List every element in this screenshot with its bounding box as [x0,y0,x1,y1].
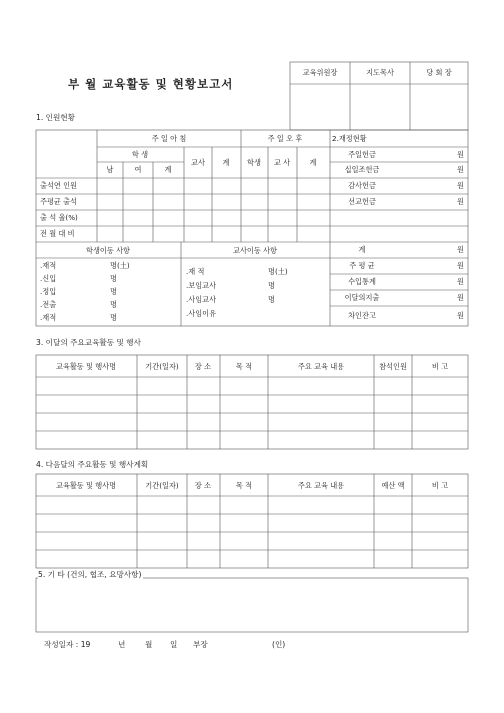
finance-item: 주일헌금 [348,150,376,159]
row-label-prev-month: 전 월 대 비 [40,229,75,238]
teacher-move-label: .보임교사 [186,281,217,290]
pm-student-header: 학생 [247,158,261,167]
approval-header-committee: 교육위원장 [302,68,338,77]
finance-item: 주 평 균 [349,261,375,270]
footer-month: 월 [145,640,153,649]
section4-label: 4. 다음달의 주요활동 및 행사계획 [36,460,149,469]
table-header: 기간(일자) [145,362,179,371]
footer-dept: 부장 [193,640,208,649]
section2-label: 2.재정현황 [332,134,367,143]
finance-unit: 원 [457,261,464,270]
finance-item: 계 [358,245,366,254]
approval-header-pastor: 지도목사 [366,68,394,77]
footer-year: 년 [118,640,126,649]
am-sum-header: 계 [222,158,230,167]
section5-label: 5. 기 타 (건의, 협조, 요망사항) [38,570,142,579]
student-move-label: .신입 [40,274,57,283]
page-title: 부 월 교육활동 및 현황보고서 [68,77,234,91]
table-header: 비 고 [431,481,449,490]
table-header: 기간(일자) [145,481,179,490]
student-move-value: 명 [110,287,117,296]
finance-unit: 원 [457,277,464,286]
footer-day: 일 [170,640,178,649]
teacher-move-label: .재 적 [186,267,205,276]
finance-unit: 원 [457,165,464,174]
finance-unit: 원 [457,311,464,320]
row-label-weekly-avg: 주평균 출석 [40,197,78,206]
student-move-value: 명(土) [110,261,130,270]
finance-unit: 원 [457,150,464,159]
teacher-move-value: 명 [268,295,275,304]
row-label-rate: 출 석 율(%) [40,213,78,222]
male-header: 남 [106,165,114,174]
table-header: 장 소 [194,362,212,371]
table-header: 교육활동 및 행사명 [55,481,117,490]
student-move-label: .전출 [40,300,57,309]
teacher-move-header: 교사이동 사항 [233,246,277,255]
teacher-move-value: 명(土) [268,267,288,276]
pm-total-header: 계 [309,158,317,167]
student-move-label: .재적 [40,313,57,322]
table-header: 목 적 [235,481,253,490]
table-header: 주요 교육 내용 [297,362,345,371]
finance-item: 수입통계 [348,277,376,286]
finance-item: 차인잔고 [348,311,376,320]
approval-header-session: 당 회 장 [426,68,452,77]
table-header: 예산 액 [381,481,405,490]
row-label-attendance: 출석연 인원 [40,181,78,190]
table-header: 장 소 [194,481,212,490]
finance-unit: 원 [457,181,464,190]
student-total-header: 계 [164,165,172,174]
table-header: 참석인원 [379,362,407,371]
student-move-value: 명 [110,274,117,283]
table-header: 교육활동 및 행사명 [55,362,117,371]
student-move-header: 학생이동 사항 [86,246,130,255]
student-move-value: 명 [110,313,117,322]
teacher-move-value: 명 [268,281,275,290]
section3-label: 3. 이달의 주요교육활동 및 행사 [36,338,141,347]
finance-unit: 원 [457,245,464,254]
finance-item: 선교헌금 [348,197,376,206]
teacher-header: 교사 [191,158,205,167]
teacher-move-label: .사임교사 [186,295,217,304]
finance-item: 십일조헌금 [344,165,380,174]
footer-seal: (인) [272,640,286,649]
table-header: 주요 교육 내용 [297,481,345,490]
table-header: 비 고 [431,362,449,371]
table-header: 목 적 [235,362,253,371]
footer-date-label: 작성일자 : 19 [44,640,91,649]
pm-teacher-header: 교 사 [273,158,291,167]
teacher-move-label: .사임이유 [186,309,217,318]
finance-item: 이달의지출 [344,293,380,302]
student-move-value: 명 [110,300,117,309]
student-move-label: .재적 [40,261,57,270]
section1-label: 1. 인원현황 [36,113,76,122]
student-header: 학 생 [131,150,149,159]
sunday-am-header: 주 일 아 침 [151,134,187,143]
sunday-pm-header: 주 일 오 후 [267,134,303,143]
finance-unit: 원 [457,293,464,302]
student-move-label: .정입 [40,287,57,296]
female-header: 여 [134,165,142,174]
finance-item: 감사헌금 [348,181,376,190]
finance-unit: 원 [457,197,464,206]
